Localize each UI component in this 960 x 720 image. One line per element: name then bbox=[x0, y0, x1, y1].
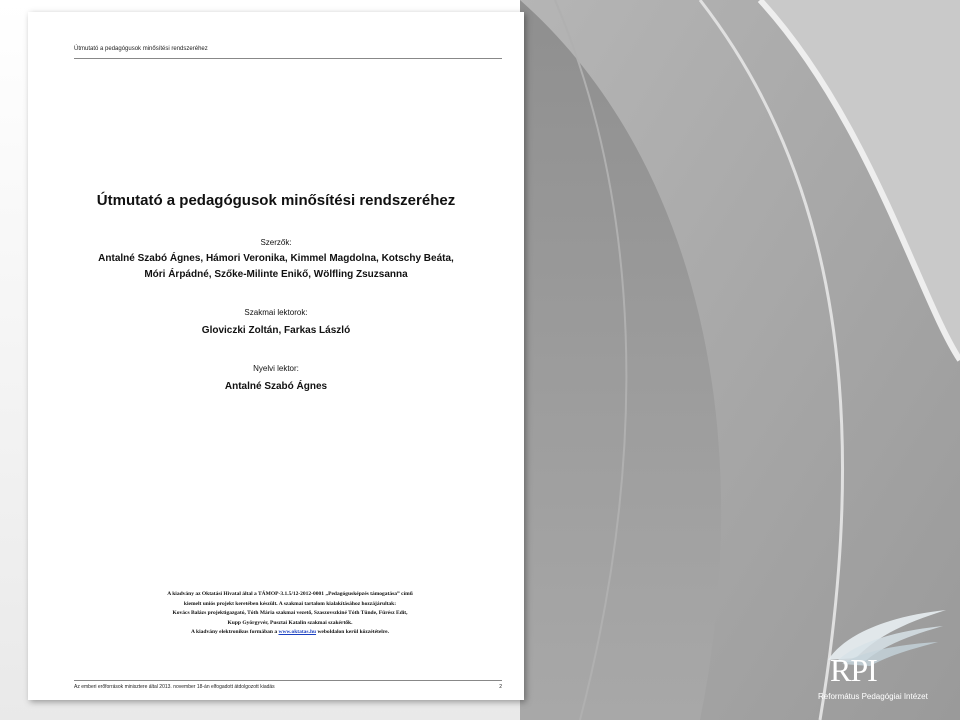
footer-text: Az emberi erőforrások minisztere által 2013. november 18-án elfogadott átdolgozott kiadás bbox=[74, 684, 275, 690]
language-reviewer-block bbox=[28, 364, 524, 395]
logo-name: RPI bbox=[830, 652, 877, 688]
authors-block bbox=[28, 238, 524, 283]
credits-line-2: kiemelt uniós projekt keretében készült. A szakmai tartalom kialakításához hozzájárultak: bbox=[183, 600, 397, 607]
credits-line-4: Kupp Györgyvér, Pusztai Katalin szakmai szakértők. bbox=[227, 619, 353, 626]
credits-line-1: A kiadvány az Oktatási Hivatal által a TÁMOP-3.1.5/12-2012-0001 „Pedagógusképzés támogatása” című bbox=[167, 591, 413, 597]
document-title: Útmutató a pedagógusok minősítési rendszeréhez bbox=[96, 192, 456, 209]
credits-line-5 bbox=[84, 628, 496, 638]
language-reviewer-name: Antalné Szabó Ágnes bbox=[224, 381, 328, 392]
reviewers-label: Szakmai lektorok: bbox=[244, 308, 308, 317]
credits-line-3: Kovács Balázs projektigazgató, Tóth Mária szakmai vezető, Szaszovszkiné Tóth Tünde, Fürész Edit, bbox=[172, 610, 408, 617]
authors-label: Szerzők: bbox=[260, 238, 292, 247]
document-page bbox=[28, 12, 524, 700]
logo-subtitle: Református Pedagógiai Intézet bbox=[818, 692, 928, 701]
document-footer bbox=[74, 680, 502, 690]
oktatas-link[interactable]: www.oktatas.hu bbox=[278, 629, 317, 636]
reviewers-names: Gloviczki Zoltán, Farkas László bbox=[201, 325, 351, 336]
credits-line-5-after: weboldalon kerül közzétételre. bbox=[317, 629, 389, 636]
document-header: Útmutató a pedagógusok minősítési rendszeréhez bbox=[74, 46, 502, 59]
language-reviewer-label: Nyelvi lektor: bbox=[253, 364, 299, 373]
authors-line-1: Antalné Szabó Ágnes, Hámori Veronika, Kimmel Magdolna, Kotschy Beáta, bbox=[98, 253, 454, 264]
page-number: 2 bbox=[499, 684, 502, 690]
credits-line-5-before: A kiadvány elektronikus formában a bbox=[191, 629, 278, 636]
reviewers-block bbox=[28, 308, 524, 339]
authors-line-2: Móri Árpádné, Szőke-Milinte Enikő, Wölfling Zsuzsanna bbox=[144, 269, 408, 280]
credits-block bbox=[84, 590, 496, 638]
